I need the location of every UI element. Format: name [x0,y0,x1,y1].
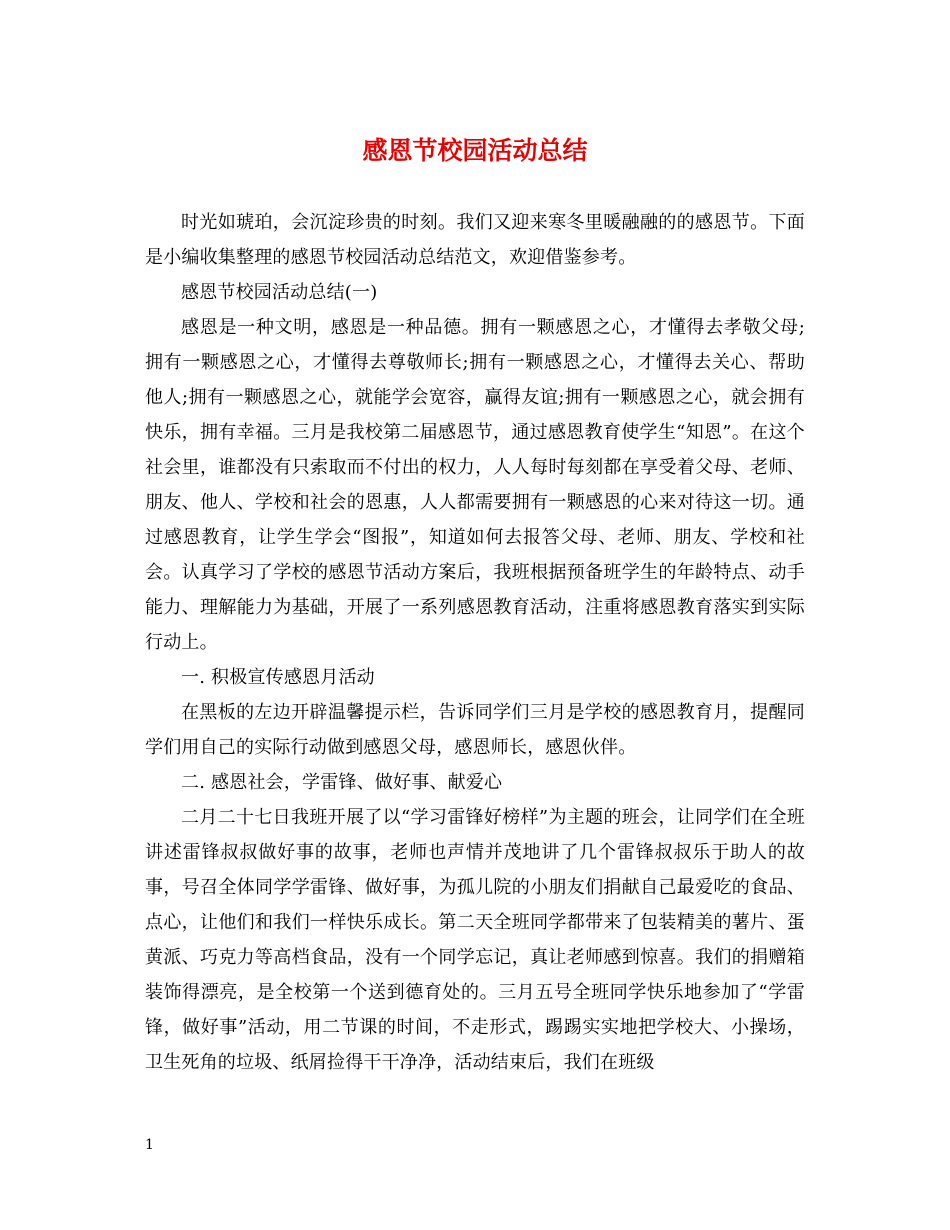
gratitude-paragraph: 感恩是一种文明，感恩是一种品德。拥有一颗感恩之心，才懂得去孝敬父母;拥有一颗感恩之心，才懂得去尊敬师长;拥有一颗感恩之心，才懂得去关心、帮助他人;拥有一颗感恩之心，就能学会宽容，赢得友谊;拥有一颗感恩之心，就会拥有快乐，拥有幸福。三月是我校第二届感恩节，通过感恩教育使学生“知恩”。在这个社会里，谁都没有只索取而不付出的权力，人人每时每刻都在享受着父母、老师、朋友、他人、学校和社会的恩惠，人人都需要拥有一颗感恩的心来对待这一切。通过感恩教育，让学生学会“图报”，知道如何去报答父母、老师、朋友、学校和社会。认真学习了学校的感恩节活动方案后，我班根据预备班学生的年龄特点、动手能力、理解能力为基础，开展了一系列感恩教育活动，注重将感恩教育落实到实际行动上。 [145,317,805,653]
document-title: 感恩节校园活动总结 [362,136,588,165]
leifeng-paragraph: 二月二十七日我班开展了以“学习雷锋好榜样”为主题的班会，让同学们在全班讲述雷锋叔叔做好事的故事，老师也声情并茂地讲了几个雷锋叔叔乐于助人的故事，号召全体同学学雷锋、做好事，为孤儿院的小朋友们捐献自己最爱吃的食品、点心，让他们和我们一样快乐成长。第二天全班同学都带来了包装精美的薯片、蛋黄派、巧克力等高档食品，没有一个同学忘记，真让老师感到惊喜。我们的捐赠箱装饰得漂亮，是全校第一个送到德育处的。三月五号全班同学快乐地参加了“学雷锋，做好事”活动，用二节课的时间，不走形式，踢踢实实地把学校大、小操场，卫生死角的垃圾、纸屑捡得干干净净，活动结束后，我们在班级 [145,807,805,1073]
document-body [145,205,805,1080]
section-heading-two: 二. 感恩社会，学雷锋、做好事、献爱心 [181,772,503,793]
blackboard-paragraph: 在黑板的左边开辟温馨提示栏，告诉同学们三月是学校的感恩教育月，提醒同学们用自己的实际行动做到感恩父母，感恩师长，感恩伙伴。 [145,702,805,758]
intro-paragraph: 时光如琥珀，会沉淀珍贵的时刻。我们又迎来寒冬里暖融融的的感恩节。下面是小编收集整理的感恩节校园活动总结范文，欢迎借鉴参考。 [145,212,805,268]
section-heading-one: 一. 积极宣传感恩月活动 [181,667,375,688]
section-heading-summary-one: 感恩节校园活动总结(一) [181,282,378,303]
page-number: 1 [145,1137,154,1153]
